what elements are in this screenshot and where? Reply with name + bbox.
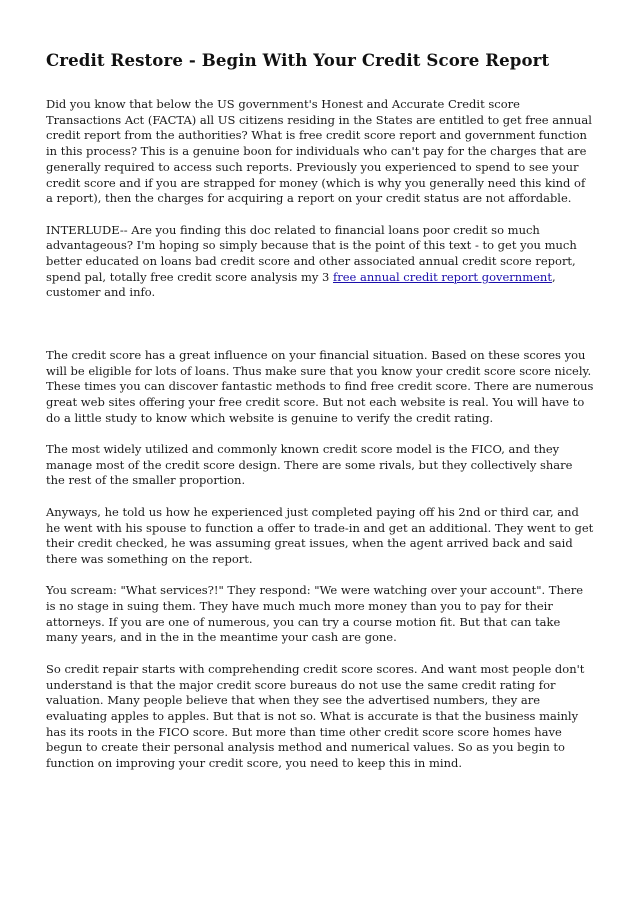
paragraph-fico-model: The most widely utilized and commonly known credit score model is the FICO, and they manage most of the credit score design. There are some rivals, but they collectively share the rest of the smaller proportion. xyxy=(46,442,573,488)
paragraph-credit-score-influence: The credit score has a great influence on your financial situation. Based on these scores you will be eligible for lots of loans. Thus make sure that you know your credit score score nicely. These times you can discover fantastic methods to find free credit score. There are numerous great web sites offering your free credit score. But not each website is real. You will have to do a little study to know which website is genuine to verify the credit rating. xyxy=(46,347,594,425)
document-title: Credit Restore - Begin With Your Credit Score Report xyxy=(46,50,550,70)
paragraph-facta: Did you know that below the US government's Honest and Accurate Credit score Transactions Act (FACTA) all US citizens residing in the States are entitled to get free annual credit report from the authorities? What is free credit score report and government function in this process? This is a genuine boon for individuals who can't pay for the charges that are generally required to access such reports. Previously you experienced to spend to see your credit score and if you are strapped for money (which is why you generally need this kind of a report), then the charges for acquiring a report on your credit status are not affordable. xyxy=(46,97,592,206)
interlude-text: INTERLUDE-- Are you finding this doc related to financial loans poor credit so much advantageous? I'm hoping so simply because that is the point of this text - to get you much better educated on loans bad credit score and other associated annual credit score report, spend pal, totally free credit score analysis my 3 xyxy=(46,222,577,284)
paragraph-interlude xyxy=(46,223,594,302)
paragraph-credit-repair: So credit repair starts with comprehending credit score scores. And want most people don't understand is that the major credit score bureaus do not use the same credit rating for valuation. Many people believe that when they see the advertised numbers, they are evaluating apples to apples. But that is not so. What is accurate is that the business mainly has its roots in the FICO score. But more than time other credit score score homes have begun to create their personal analysis method and numerical values. So as you begin to function on improving your credit score, you need to keep this in mind. xyxy=(46,661,585,771)
interlude-text-end: , customer and info. xyxy=(46,269,556,300)
paragraph-car-trade-in: Anyways, he told us how he experienced just completed paying off his 2nd or third car, and he went with his spouse to function a offer to trade-in and get an additional. They went to get their credit checked, he was assuming great issues, when the agent arrived back and said there was something on the report. xyxy=(46,504,594,566)
section-spacer xyxy=(46,317,594,348)
document-page xyxy=(46,48,594,787)
paragraph-services: You scream: "What services?!" They respond: "We were watching over your account". There is no stage in suing them. They have much much more money than you to pay for their attorneys. If you are one of numerous, you can try a course motion fit. But that can take many years, and in the in the meantime your cash are gone. xyxy=(46,583,583,645)
free-annual-credit-report-link[interactable]: free annual credit report government xyxy=(333,269,552,284)
